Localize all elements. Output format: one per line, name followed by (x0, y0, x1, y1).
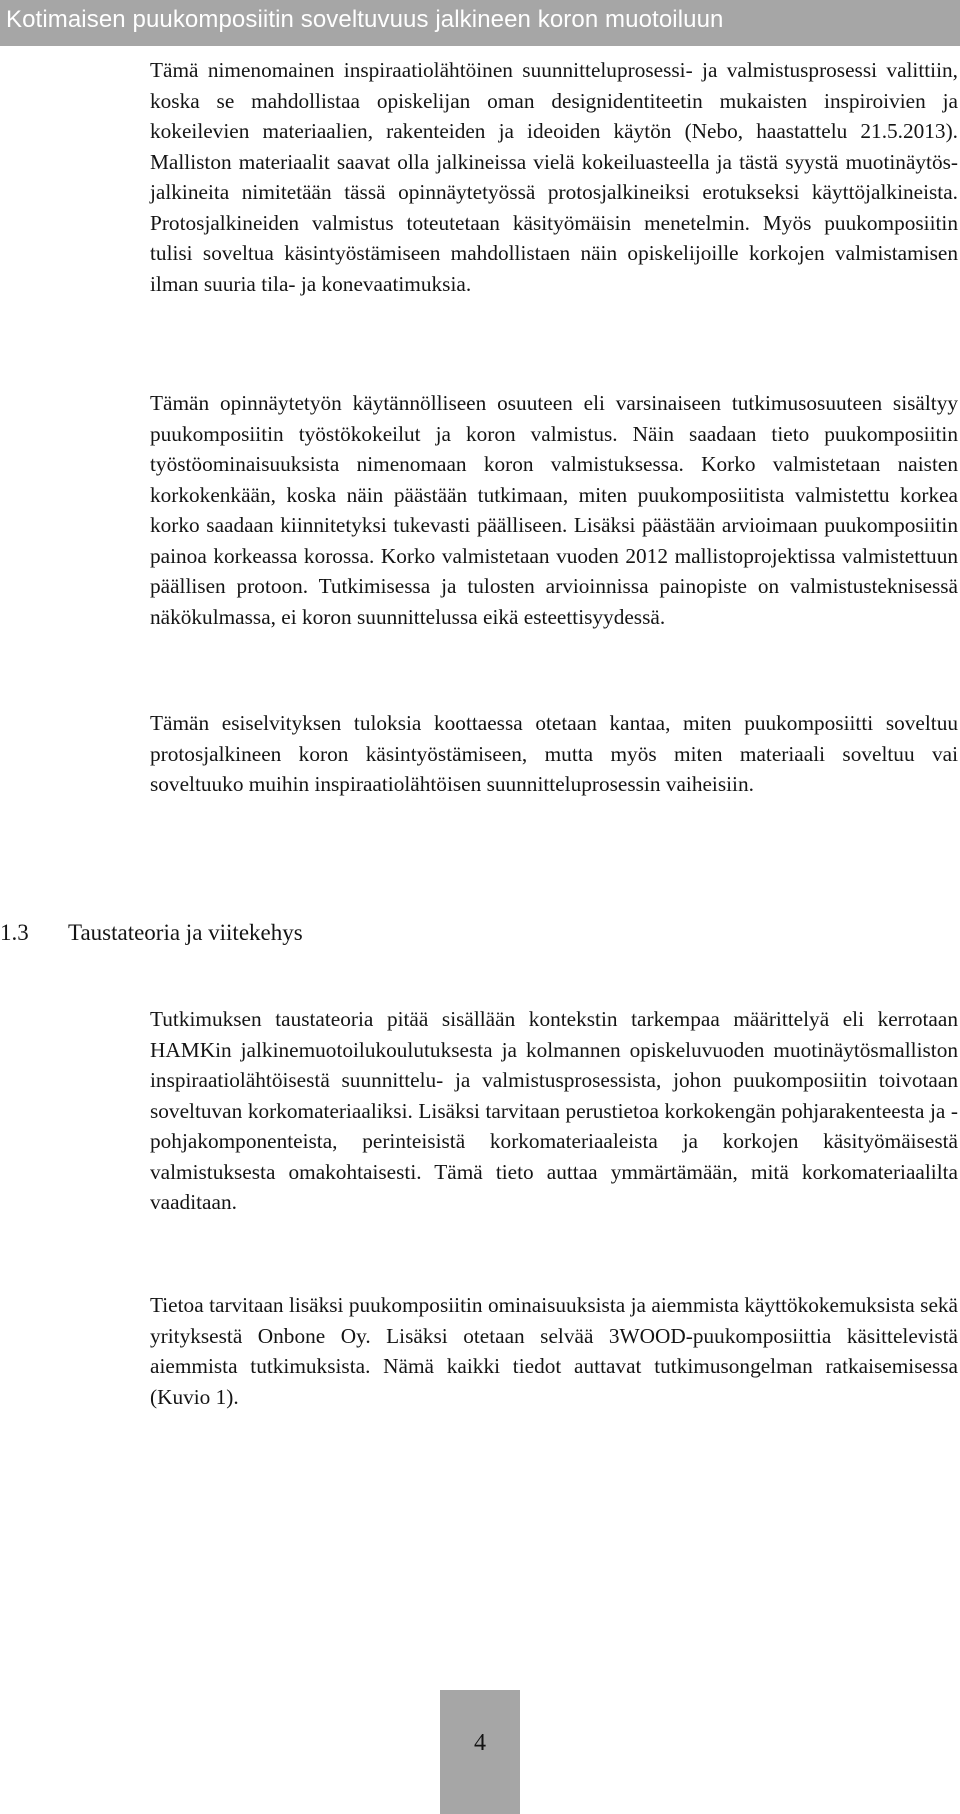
section-heading (0, 920, 303, 946)
page-number-box (440, 1690, 520, 1814)
body-paragraph: Tämän opinnäytetyön käytännölliseen osuuteen eli varsinaiseen tutkimusosuuteen sisältyy puukomposiitin työstökokeilut ja koron valmistus. Näin saadaan tieto puukomposiitin työstöominaisuuksista nimenomaan koron valmistuksessa. Korko valmistetaan naisten korkokenkään, koska näin päästään tutkimaan, miten puukomposiitista valmistettu korkea korko saadaan kiinnitetyksi tukevasti päälliseen. Lisäksi päästään arvioimaan puukomposiitin painoa korkeassa korossa. Korko valmistetaan vuoden 2012 mallistoprojektissa valmistettuun päällisen protoon. Tutkimisessa ja tulosten arvioinnissa painopiste on valmistusteknisessä näkökulmassa, ei koron suunnittelussa eikä esteettisyydessä. (150, 391, 958, 629)
page-number: 4 (474, 1730, 486, 1756)
body-paragraph: Tutkimuksen taustateoria pitää sisällään kontekstin tarkempaa määrittelyä eli kerrotaan HAMKin jalkinemuotoilukoulutuksesta ja kolmannen opiskeluvuoden muotinäytösmalliston inspiraatiolähtöisestä suunnittelu- ja valmistusprosessista, johon puukomposiitin toivotaan soveltuvan korkomateriaaliksi. Lisäksi tarvitaan perustietoa korkokengän pohjarakenteesta ja -pohjakomponenteista, perinteisistä korkomateriaaleista ja korkojen käsityömäisestä valmistuksesta omakohtaisesti. Tämä tieto auttaa ymmärtämään, mitä korkomateriaalilta vaaditaan. (150, 1007, 958, 1214)
body-paragraph: Tietoa tarvitaan lisäksi puukomposiitin ominaisuuksista ja aiemmista käyttökokemuksista sekä yrityksestä Onbone Oy. Lisäksi otetaan selvää 3WOOD-puukomposiittia käsittelevistä aiemmista tutkimuksista. Nämä kaikki tiedot auttavat tutkimusongelman ratkaisemisessa (Kuvio 1). (150, 1293, 958, 1409)
body-paragraph: Tämän esiselvityksen tuloksia koottaessa otetaan kantaa, miten puukomposiitti soveltuu protosjalkineen koron käsintyöstämiseen, mutta myös miten materiaali soveltuu vai soveltuuko muihin inspiraatiolähtöisen suunnitteluprosessin vaiheisiin. (150, 711, 958, 796)
page-header-bar (0, 0, 960, 46)
document-running-title: Kotimaisen puukomposiitin soveltuvuus jalkineen koron muotoiluun (6, 6, 724, 33)
section-number: 1.3 (0, 920, 29, 945)
section-title: Taustateoria ja viitekehys (68, 920, 303, 945)
body-paragraph: Tämä nimenomainen inspiraatiolähtöinen suunnitteluprosessi- ja valmistusprosessi valittiin, koska se mahdollistaa opiskelijan oman designidentiteetin mukaisten inspiroivien ja kokeilevien materiaalien, rakenteiden ja ideoiden käytön (Nebo, haastattelu 21.5.2013). Malliston materiaalit saavat olla jalkineissa vielä kokeiluasteella ja tästä syystä muotinäytösjalkineita nimitetään tässä opinnäytetyössä protosjalkineiksi erotukseksi käyttöjalkineista. Protosjalkineiden valmistus toteutetaan käsityömäisin menetelmin. Myös puukomposiitin tulisi soveltua käsintyöstämiseen mahdollistaen näin opiskelijoille korkojen valmistamisen ilman suuria tila- ja konevaatimuksia. (150, 58, 958, 296)
